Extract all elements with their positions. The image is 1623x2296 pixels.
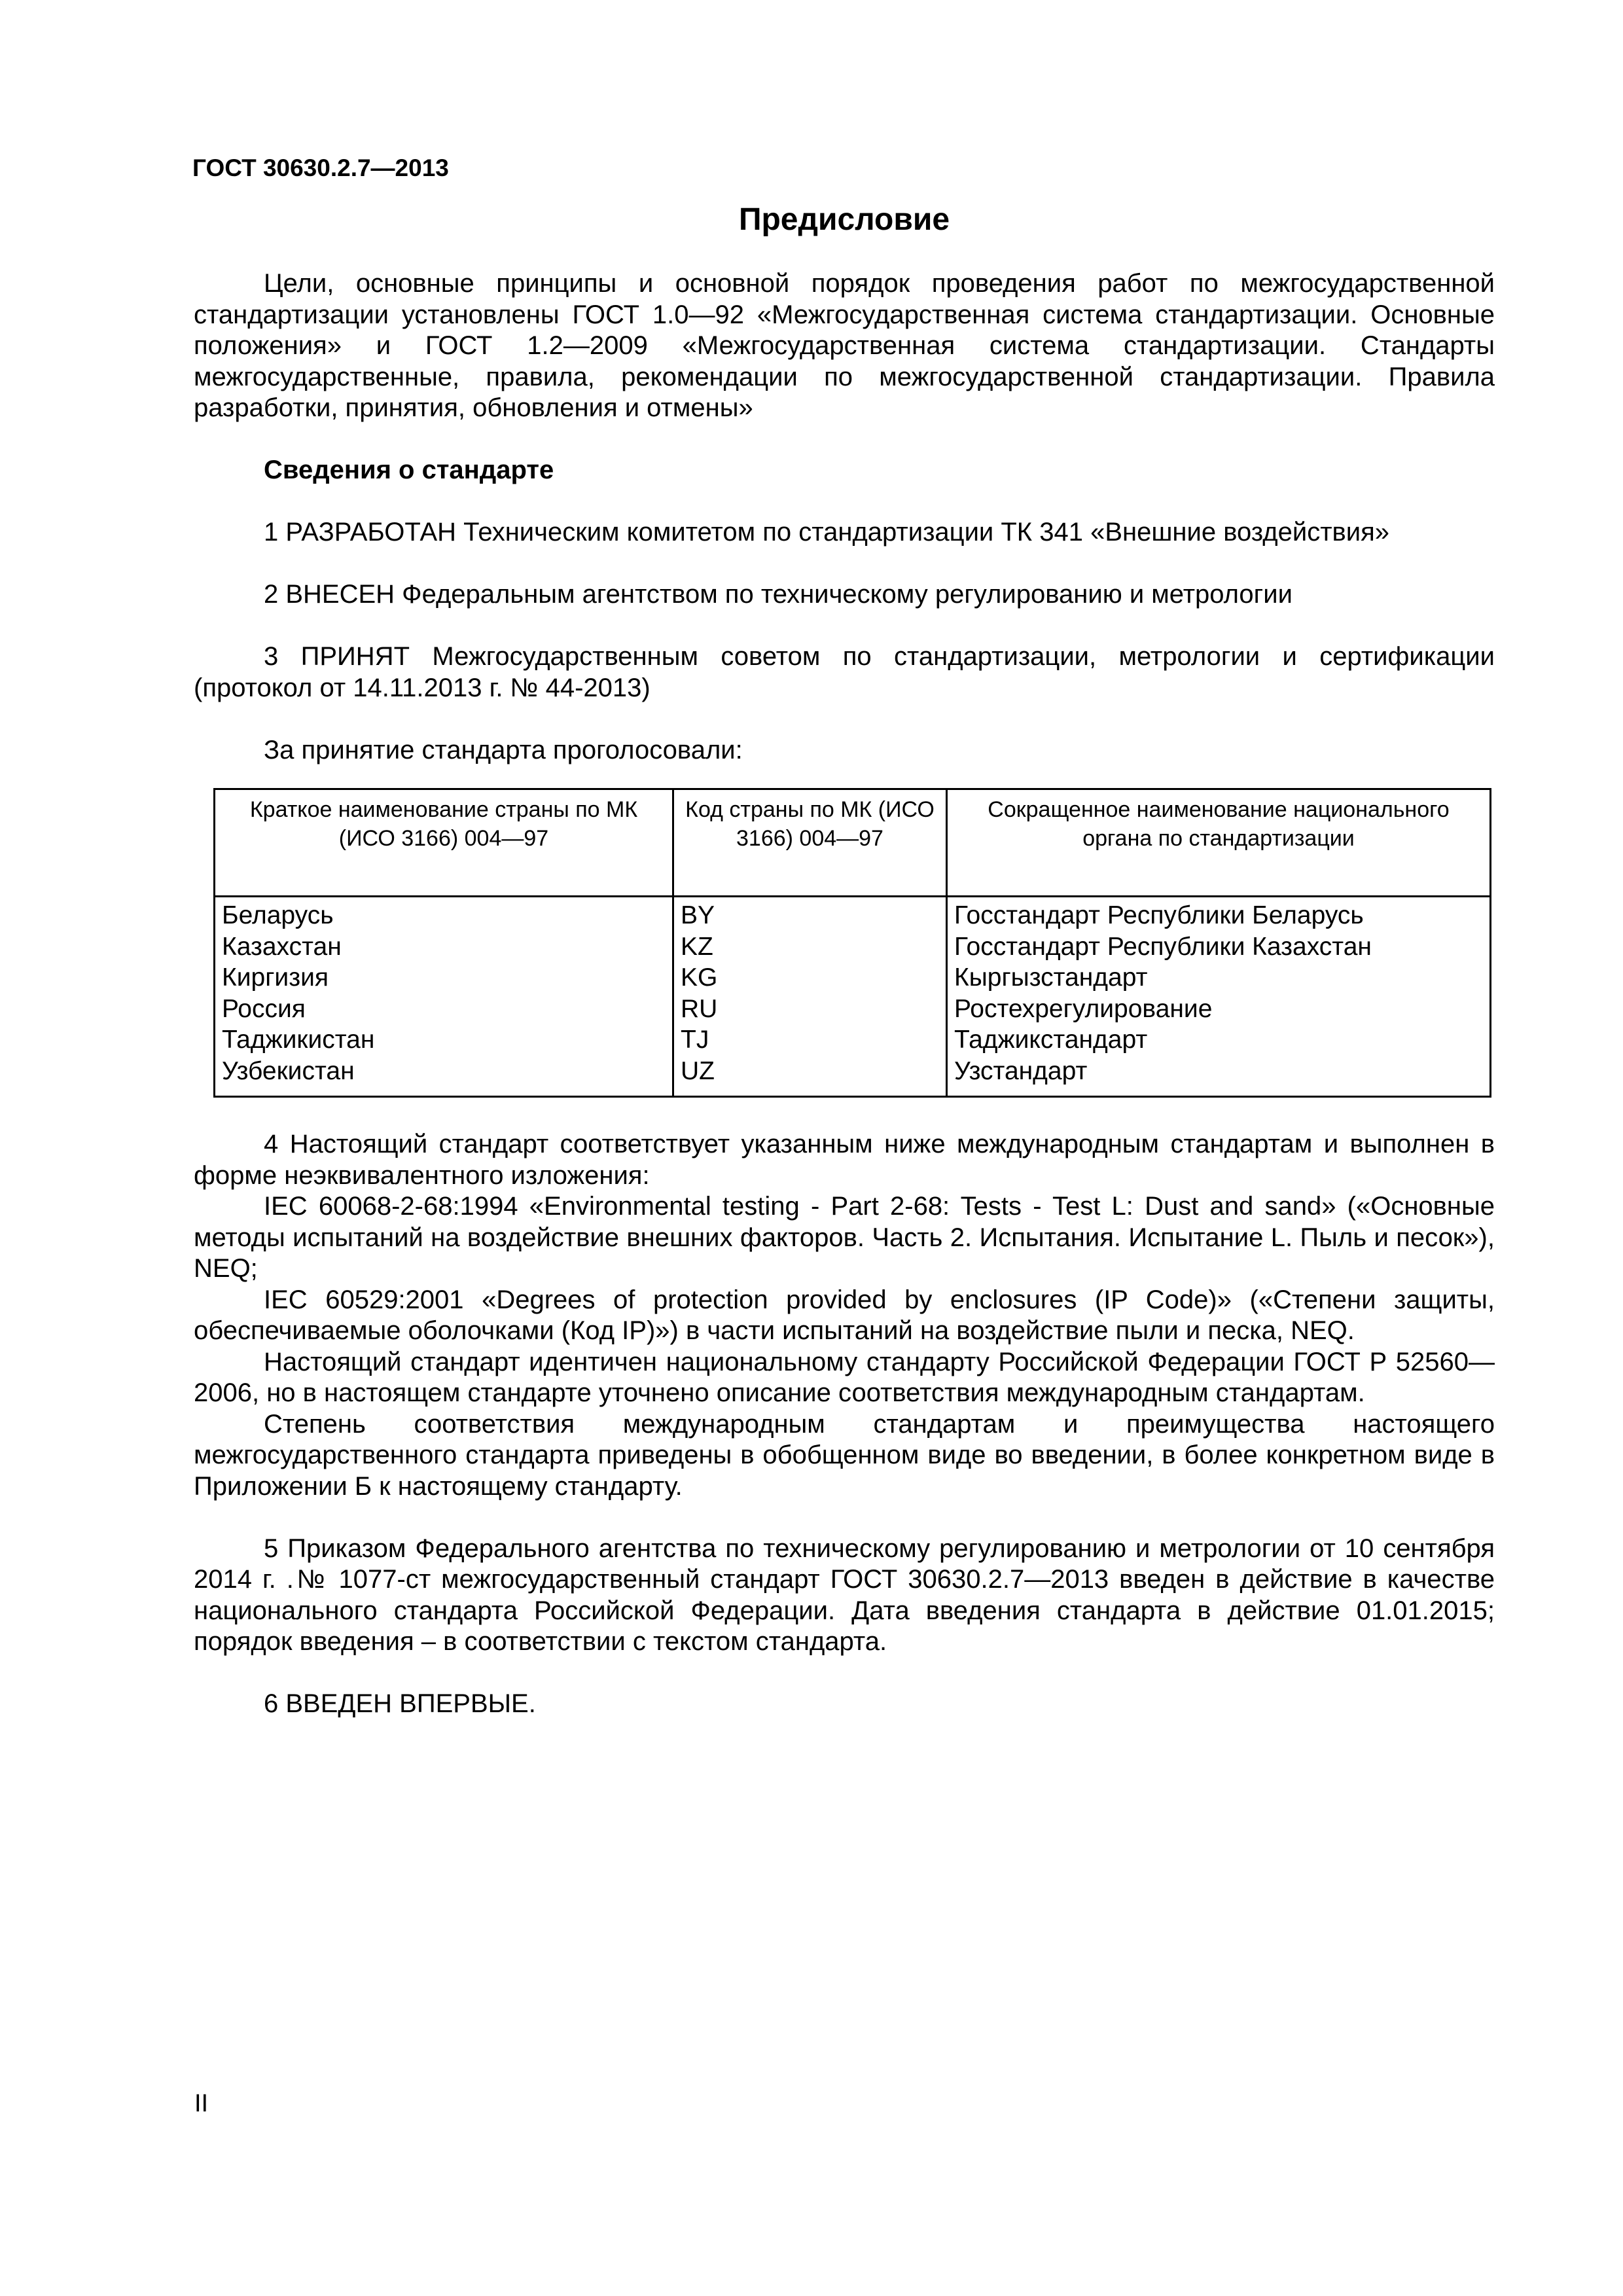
country-code: TJ	[681, 1026, 709, 1054]
country-name: Узбекистан	[222, 1056, 355, 1085]
national-body: Таджикстандарт	[954, 1026, 1148, 1054]
national-body: Госстандарт Республики Казахстан	[954, 932, 1372, 961]
votes-intro: За принятие стандарта проголосовали:	[264, 735, 743, 764]
voting-table	[213, 788, 1491, 1098]
intro-paragraph: Цели, основные принципы и основной порядок проведения работ по межгосударственной стандартизации установлены ГОСТ 1.0—92 «Межгосударственная система стандартизации. Основные положения» и ГОСТ 1.2—2009 «Межгосударственная система стандартизации. Стандарты межгосударственные, правила, рекомендации по межгосударственной стандартизации. Правила разработки, принятия, обновления и отмены»	[194, 269, 1495, 422]
item-4-correspondence: 4 Настоящий стандарт соответствует указанным ниже международным стандартам и выполнен в форме неэквивалентного изложения:	[194, 1130, 1495, 1190]
table-row	[215, 897, 1491, 1097]
item-1-developed: 1 РАЗРАБОТАН Техническим комитетом по стандартизации ТК 341 «Внешние воздействия»	[264, 518, 1390, 547]
national-body: Ростехрегулирование	[954, 994, 1213, 1023]
item-4-degree: Степень соответствия международным стандартам и преимущества настоящего межгосударственного стандарта приведены в обобщенном виде во введении, в более конкретном виде в Приложении Б к настоящему стандарту.	[194, 1409, 1495, 1501]
country-code: UZ	[681, 1056, 715, 1085]
country-names-cell	[215, 897, 673, 1097]
country-name: Беларусь	[222, 901, 334, 929]
item-2-submitted: 2 ВНЕСЕН Федеральным агентством по техническому регулированию и метрологии	[264, 580, 1293, 609]
item-3-adopted: 3 ПРИНЯТ Межгосударственным советом по стандартизации, метрологии и сертификации (протокол от 14.11.2013 г. № 44-2013)	[194, 642, 1495, 702]
item-6-first-introduced: 6 ВВЕДЕН ВПЕРВЫЕ.	[264, 1689, 536, 1718]
item-4-iec-60529: IEC 60529:2001 «Degrees of protection provided by enclosures (IP Code)» («Степени защиты, обеспечиваемые оболочками (Код IP)») в части испытаний на воздействие пыли и песка, NEQ.	[194, 1285, 1495, 1345]
document-header-id: ГОСТ 30630.2.7—2013	[192, 154, 449, 181]
country-name: Киргизия	[222, 963, 329, 992]
country-name: Таджикистан	[222, 1026, 375, 1054]
country-name: Россия	[222, 994, 306, 1023]
table-header-row	[215, 789, 1491, 897]
header-country-name: Краткое наименование страны по МК (ИСО 3166) 004—97	[215, 789, 673, 897]
page-number: II	[194, 2090, 209, 2117]
country-name: Казахстан	[222, 932, 342, 961]
country-code: RU	[681, 994, 718, 1023]
national-body: Кыргызстандарт	[954, 963, 1148, 992]
country-codes-cell	[673, 897, 947, 1097]
header-country-code: Код страны по МК (ИСО 3166) 004—97	[673, 789, 947, 897]
national-bodies-cell	[947, 897, 1491, 1097]
country-code: BY	[681, 901, 715, 929]
item-4-identical: Настоящий стандарт идентичен национальному стандарту Российской Федерации ГОСТ Р 52560—2006, но в настоящем стандарте уточнено описание соответствия международным стандартам.	[194, 1347, 1495, 1407]
header-national-body: Сокращенное наименование национального органа по стандартизации	[947, 789, 1491, 897]
document-body	[194, 268, 1495, 1720]
page-title: Предисловие	[738, 202, 950, 237]
item-4-iec-60068: IEC 60068-2-68:1994 «Environmental testing - Part 2-68: Tests - Test L: Dust and sand» («Основные методы испытаний на воздействие внешних факторов. Часть 2. Испытания. Испытание L. Пыль и песок»), NEQ;	[194, 1192, 1495, 1283]
national-body: Узстандарт	[954, 1056, 1088, 1085]
info-heading: Сведения о стандарте	[264, 456, 554, 484]
country-code: KZ	[681, 932, 713, 961]
country-code: KG	[681, 963, 718, 992]
item-5-order: 5 Приказом Федерального агентства по техническому регулированию и метрологии от 10 сентября 2014 г. .№ 1077-ст межгосударственный стандарт ГОСТ 30630.2.7—2013 введен в действие в качестве национального стандарта Российской Федерации. Дата введения стандарта в действие 01.01.2015; порядок введения – в соответствии с текстом стандарта.	[194, 1534, 1495, 1656]
national-body: Госстандарт Республики Беларусь	[954, 901, 1364, 929]
